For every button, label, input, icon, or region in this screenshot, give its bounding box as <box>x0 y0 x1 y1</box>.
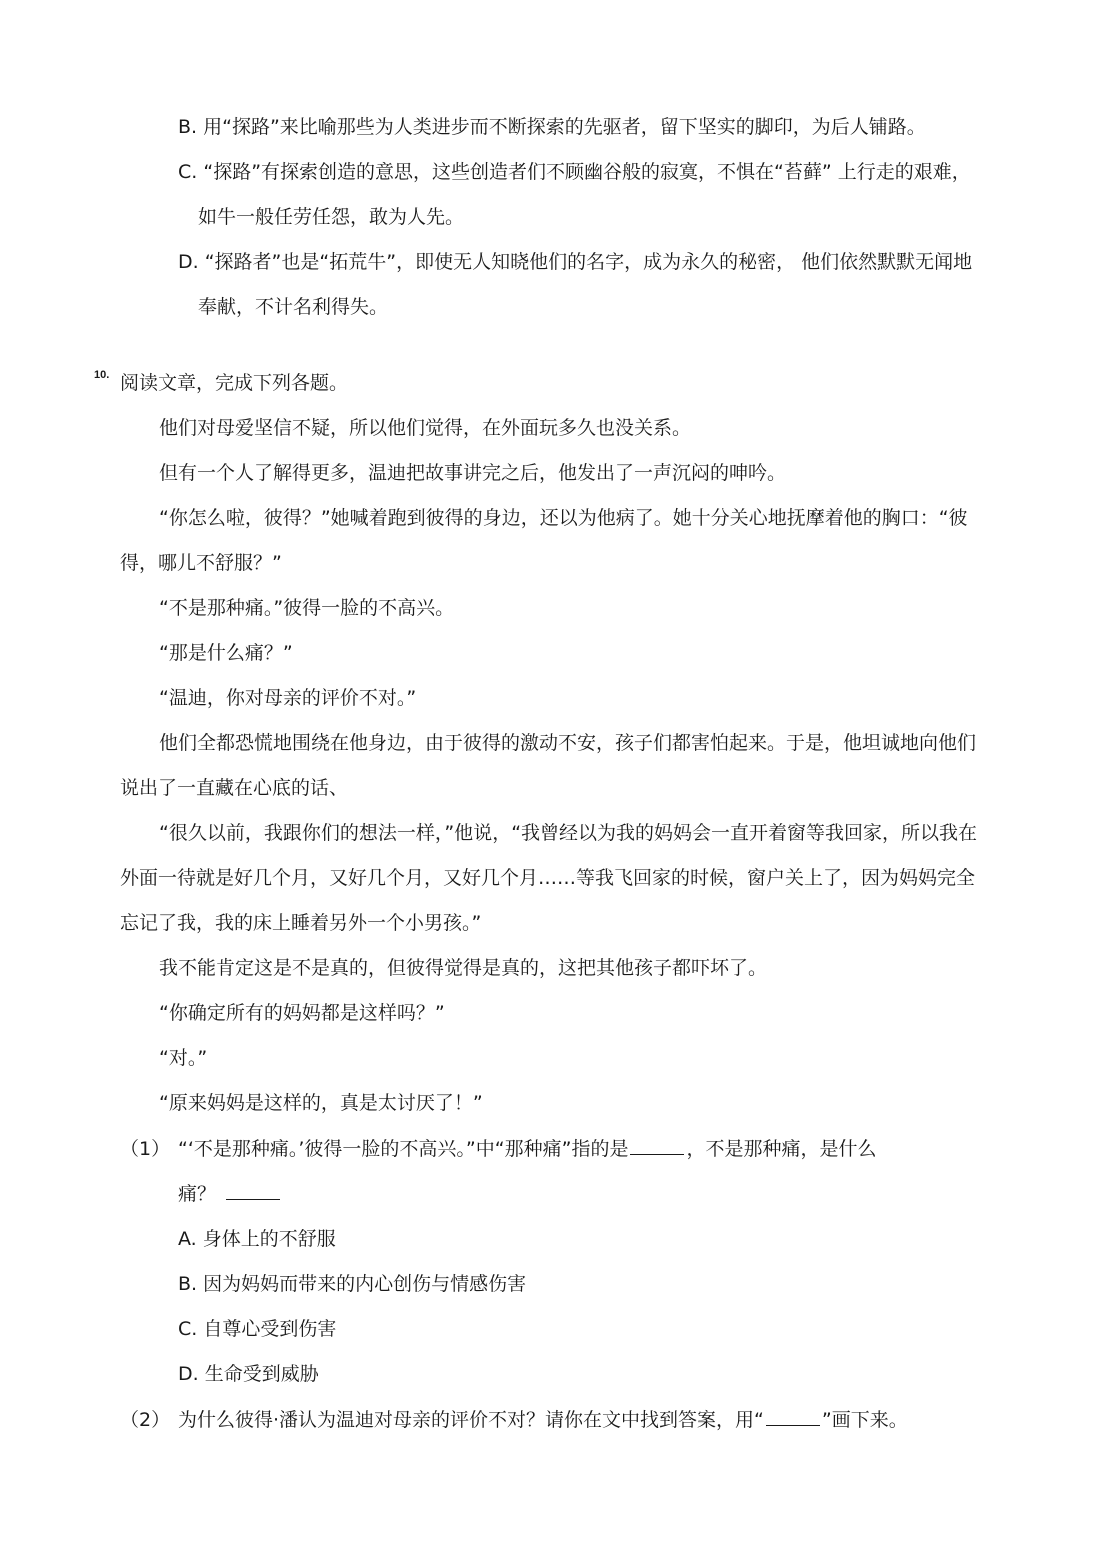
passage-paragraph-12: “原来妈妈是这样的，真是太讨厌了！” <box>159 1092 483 1114</box>
passage-paragraph-11: “对。” <box>159 1047 208 1069</box>
passage-paragraph-8-line2: 外面一待就是好几个月，又好几个月，又好几个月……等我飞回家的时候，窗户关上了，因为妈妈完全 <box>120 867 976 889</box>
sub-question-1-line2 <box>178 1181 282 1207</box>
sub-question-2-line <box>178 1407 908 1433</box>
underline-mark-sample <box>766 1409 820 1426</box>
passage-paragraph-5: “那是什么痛？” <box>159 642 293 664</box>
answer-blank-2[interactable] <box>226 1183 280 1200</box>
sub-question-2-label: （2） <box>120 1409 171 1431</box>
sub-question-1-text-b: ，不是那种痛，是什么 <box>686 1138 877 1160</box>
sub-question-1-line1 <box>178 1136 876 1162</box>
option-d-prev-line2: 奉献，不计名利得失。 <box>198 296 389 318</box>
sub-question-2-text-b: ”画下来。 <box>821 1409 908 1431</box>
option-c-prev-line2: 如牛一般任劳任怨，敢为人先。 <box>198 206 465 228</box>
passage-paragraph-8-line1: “很久以前，我跟你们的想法一样，”他说，“我曾经以为我的妈妈会一直开着窗等我回家，所以我在 <box>159 822 978 844</box>
passage-paragraph-9: 我不能肯定这是不是真的，但彼得觉得是真的，这把其他孩子都吓坏了。 <box>159 957 768 979</box>
question-instruction: 阅读文章，完成下列各题。 <box>120 372 349 394</box>
passage-paragraph-3-line2: 得，哪儿不舒服？” <box>120 552 282 574</box>
passage-paragraph-10: “你确定所有的妈妈都是这样吗？” <box>159 1002 445 1024</box>
passage-paragraph-7-line1: 他们全都恐慌地围绕在他身边，由于彼得的激动不安，孩子们都害怕起来。于是，他坦诚地向他们 <box>159 732 977 754</box>
sub-question-1-text-a: “‘不是那种痛。’彼得一脸的不高兴。”中“那种痛”指的是 <box>178 1138 629 1160</box>
option-d-prev-line1: D. “探路者”也是“拓荒牛”，即使无人知晓他们的名字，成为永久的秘密， 他们依然默默无闻地 <box>178 251 973 273</box>
passage-paragraph-7-line2: 说出了一直藏在心底的话、 <box>120 777 349 799</box>
sub-question-1-text-c: 痛？ <box>178 1183 217 1205</box>
passage-paragraph-3-line1: “你怎么啦，彼得？”她喊着跑到彼得的身边，还以为他病了。她十分关心地抚摩着他的胸口：“彼 <box>159 507 968 529</box>
sub-question-2-text-a: 为什么彼得·潘认为温迪对母亲的评价不对？请你在文中找到答案，用“ <box>178 1409 764 1431</box>
passage-paragraph-4: “不是那种痛。”彼得一脸的不高兴。 <box>159 597 455 619</box>
sub-question-1-option-c[interactable]: C. 自尊心受到伤害 <box>178 1318 337 1340</box>
passage-paragraph-1: 他们对母爱坚信不疑，所以他们觉得，在外面玩多久也没关系。 <box>159 417 692 439</box>
passage-paragraph-2: 但有一个人了解得更多，温迪把故事讲完之后，他发出了一声沉闷的呻吟。 <box>159 462 787 484</box>
sub-question-1-label: （1） <box>120 1138 171 1160</box>
answer-blank-1[interactable] <box>630 1138 684 1155</box>
passage-paragraph-6: “温迪，你对母亲的评价不对。” <box>159 687 417 709</box>
option-b-prev: B. 用“探路”来比喻那些为人类进步而不断探索的先驱者，留下坚实的脚印，为后人铺路。 <box>178 116 926 138</box>
sub-question-1-option-d[interactable]: D. 生命受到威胁 <box>178 1363 319 1385</box>
question-number: 10. <box>94 369 110 381</box>
sub-question-1-option-b[interactable]: B. 因为妈妈而带来的内心创伤与情感伤害 <box>178 1273 527 1295</box>
sub-question-1-option-a[interactable]: A. 身体上的不舒服 <box>178 1228 336 1250</box>
option-c-prev-line1: C. “探路”有探索创造的意思，这些创造者们不顾幽谷般的寂寞，不惧在“苔藓” 上行走的艰难， <box>178 161 971 183</box>
passage-paragraph-8-line3: 忘记了我，我的床上睡着另外一个小男孩。” <box>120 912 482 934</box>
